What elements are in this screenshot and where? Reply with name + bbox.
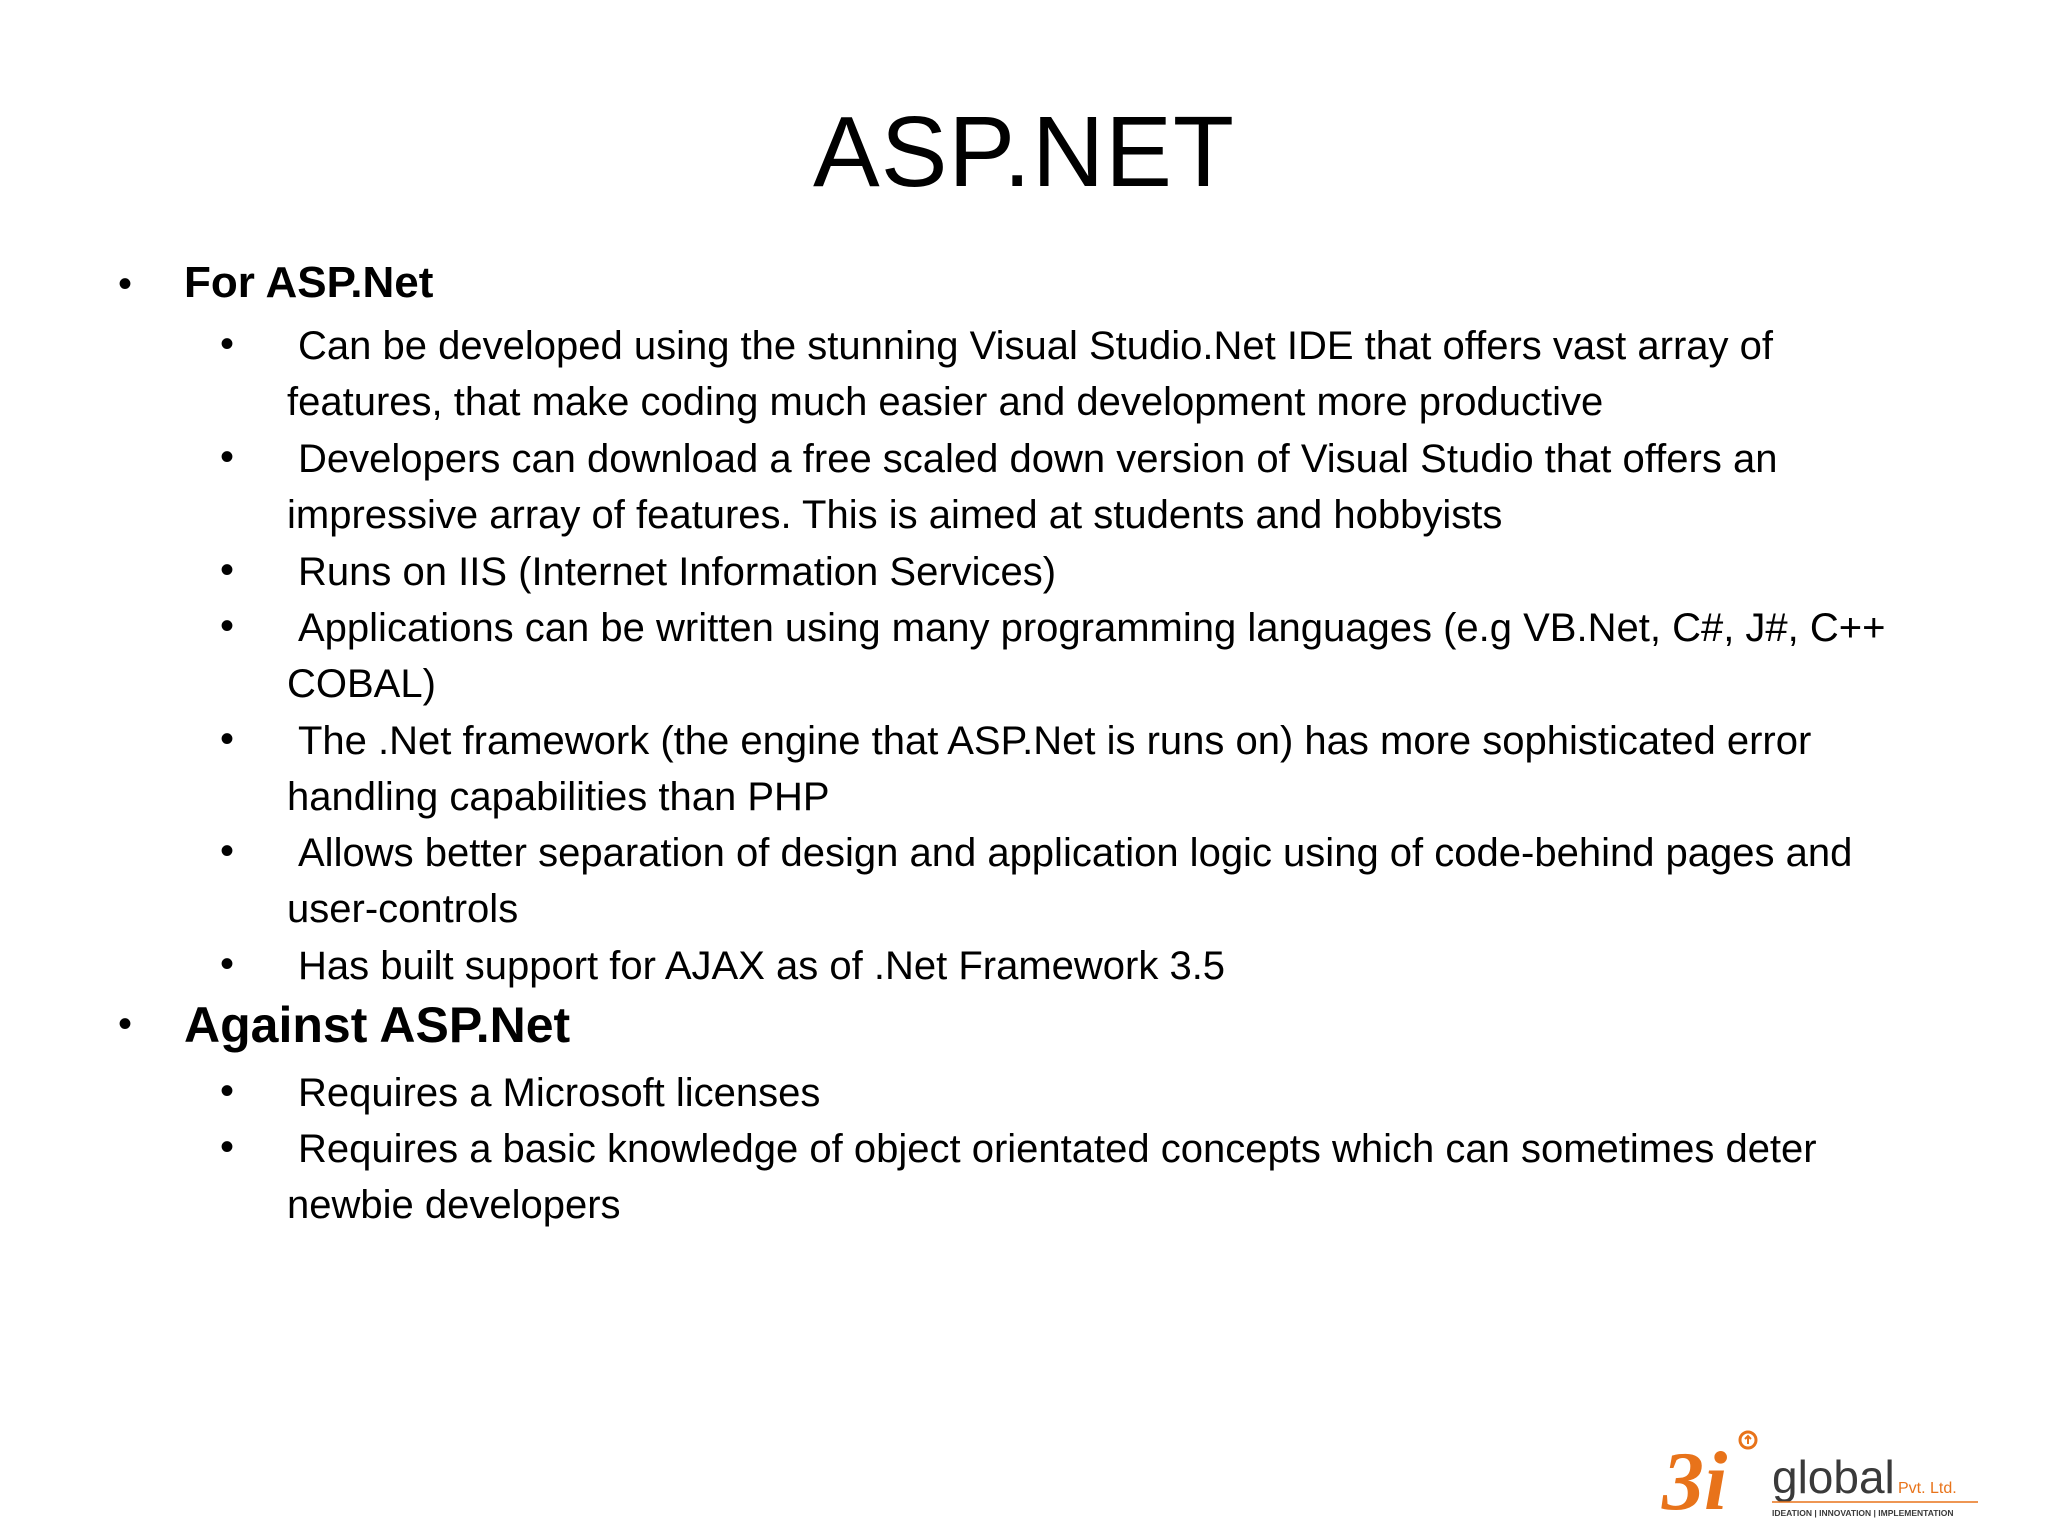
list-item: The .Net framework (the engine that ASP.Net is runs on) has more sophisticated error handling capabilities than PHP [287, 719, 1812, 819]
logo-arrow-icon [1745, 1436, 1751, 1444]
bullet-icon: • [220, 322, 235, 366]
list-item: Requires a basic knowledge of object orientated concepts which can sometimes deter newbie developers [287, 1127, 1817, 1227]
bullet-icon: • [220, 717, 235, 761]
list-item: Requires a Microsoft licenses [298, 1071, 821, 1115]
slide-title: ASP.NET [813, 96, 1235, 208]
list-item: Can be developed using the stunning Visual Studio.Net IDE that offers vast array of features, that make coding much easier and development more productive [287, 324, 1773, 424]
logo-suffix: Pvt. Ltd. [1898, 1480, 1957, 1497]
logo-tagline: IDEATION | INNOVATION | IMPLEMENTATION [1772, 1508, 1954, 1518]
logo-graphic [1660, 1425, 1980, 1525]
bullet-icon: • [220, 829, 235, 873]
bullet-icon: • [220, 435, 235, 479]
logo-name: global [1772, 1451, 1895, 1503]
list-item: Allows better separation of design and application logic using of code-behind pages and user-controls [287, 831, 1853, 931]
section-heading-for: For ASP.Net [184, 258, 434, 307]
list-item: Developers can download a free scaled down version of Visual Studio that offers an impressive array of features. This is aimed at students and hobbyists [287, 437, 1778, 537]
bullet-icon: • [220, 1069, 235, 1113]
bullet-icon: • [220, 548, 235, 592]
bullet-icon: • [118, 1002, 133, 1046]
section-heading-against: Against ASP.Net [184, 997, 571, 1053]
bullet-icon: • [220, 1125, 235, 1169]
company-logo [1660, 1425, 1980, 1525]
list-item: Applications can be written using many programming languages (e.g VB.Net, C#, J#, C++ COBAL) [287, 606, 1886, 706]
list-item: Runs on IIS (Internet Information Services) [298, 550, 1057, 594]
bullet-icon: • [220, 942, 235, 986]
list-item: Has built support for AJAX as of .Net Framework 3.5 [298, 944, 1226, 988]
bullet-icon: • [220, 604, 235, 648]
logo-mark-text: 3i [1662, 1435, 1728, 1525]
bullet-icon: • [118, 262, 133, 306]
